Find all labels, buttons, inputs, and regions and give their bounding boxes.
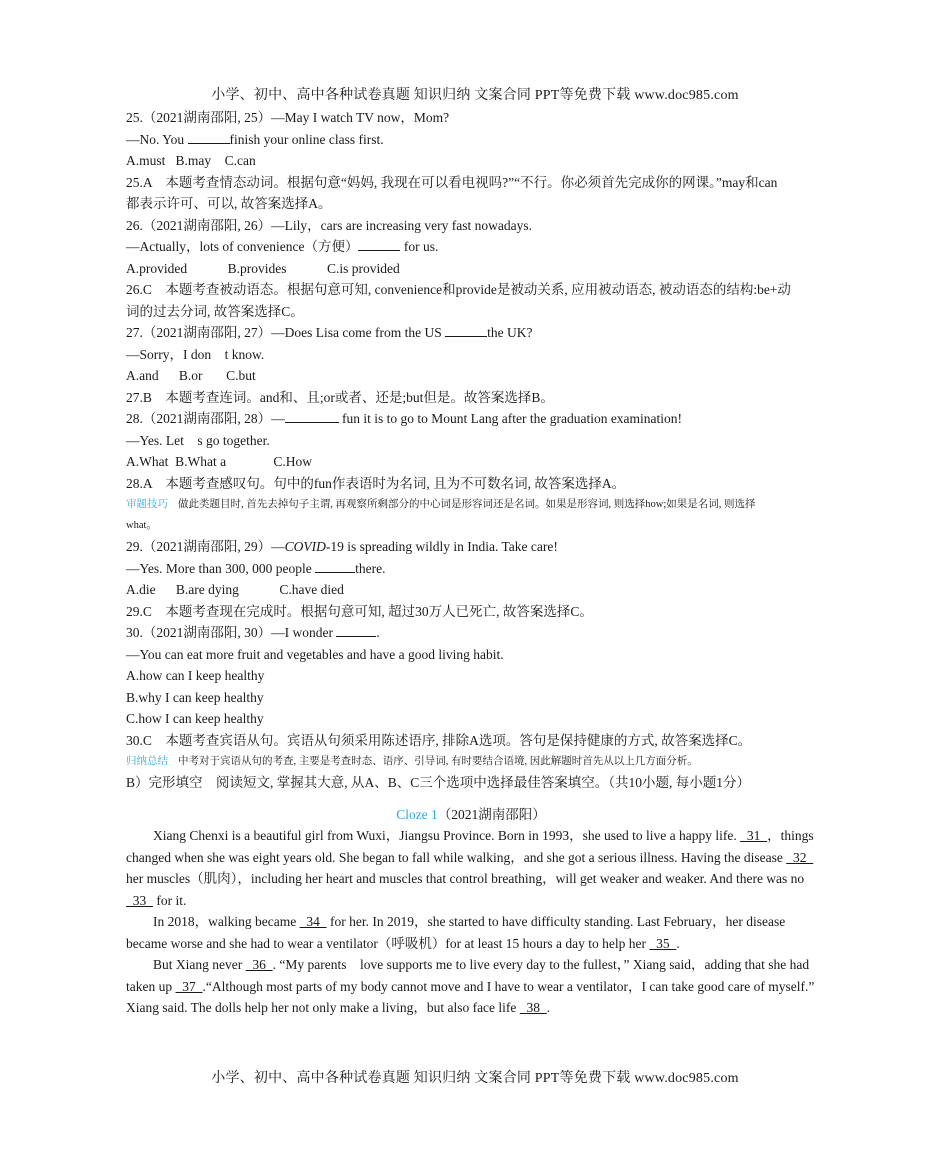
blank-number: 32 xyxy=(786,849,814,865)
question-29-answer: 29.C 本题考查现在完成时。根据句意可知, 超过30万人已死亡, 故答案选择C。 xyxy=(126,603,593,619)
cloze-paragraph-2: In 2018，walking became 34 for her. In 2019，she started to have difficulty standing. Last February，her disease became worse and she had to wear a ventilator（呼吸机）for at least 15 hours a day to help her 35 . xyxy=(126,914,786,951)
question-27-answer: 27.B 本题考查连词。and和、且;or或者、还是;but但是。故答案选择B。 xyxy=(126,389,554,405)
question-30-option-a: A.how can I keep healthy xyxy=(126,668,265,683)
blank-number: 31 xyxy=(740,828,768,843)
question-25-stem: 25.（2021湖南邵阳, 25）—May I watch TV now，Mom? xyxy=(126,110,450,125)
question-29-options: A.die B.are dying C.have died xyxy=(126,582,344,597)
question-26-reply: —Actually，lots of convenience（方便） for us. xyxy=(126,236,816,258)
tip-label: 归纳总结 xyxy=(126,756,168,767)
question-28-tip: 审题技巧 做此类题目时, 首先去掉句子主谓, 再观察所剩部分的中心词是形容词还是名词。如果是形容词, 则选择how;如果是名词, 则选择 xyxy=(126,499,756,510)
question-30-option-c: C.how I can keep healthy xyxy=(126,711,264,726)
question-25-options: A.must B.may C.can xyxy=(126,153,256,168)
section-b-heading: B）完形填空 阅读短文, 掌握其大意, 从A、B、C三个选项中选择最佳答案填空。（共10小题, 每小题1分） xyxy=(126,775,751,790)
question-28-options: A.What B.What a C.How xyxy=(126,454,312,469)
question-26-answer: 26.C 本题考查被动语态。根据句意可知, convenience和provide是被动关系, 应用被动语态, 被动语态的结构:be+动 xyxy=(126,282,791,297)
blank-number: 36 xyxy=(245,957,273,972)
answer-blank xyxy=(188,129,230,144)
answer-blank xyxy=(358,236,400,251)
tip-label: 审题技巧 xyxy=(126,499,168,510)
question-25-answer-cont: 都表示许可、可以, 故答案选择A。 xyxy=(126,196,332,211)
blank-number: 37 xyxy=(175,978,203,994)
question-25-answer: 25.A 本题考查情态动词。根据句意“妈妈, 我现在可以看电视吗?”“不行。你必须首先完成你的网课。”may和can xyxy=(126,174,778,190)
question-30-tip: 归纳总结 中考对于宾语从句的考查, 主要是考查时态、语序、引导词, 有时要结合语境, 因此解题时首先从以上几方面分析。 xyxy=(126,756,698,767)
cloze-paragraph-3: But Xiang never 36 . “My parents love supports me to live every day to the fullest，” Xiang said，adding that she had taken up 37 .“Although most parts of my body cannot move and I have to wear a ventilator，I can take good care of myself.” Xiang said. The dolls help her not only make a living，but also face life 38 . xyxy=(126,957,815,1015)
question-29-reply: —Yes. More than 300, 000 people there. xyxy=(126,558,816,580)
document-body xyxy=(126,107,816,1019)
answer-blank xyxy=(336,622,376,637)
question-27-reply: —Sorry，I don t know. xyxy=(126,346,265,362)
page-footer: 小学、初中、高中各种试卷真题 知识归纳 文案合同 PPT等免费下载 www.doc985.com xyxy=(211,1071,739,1086)
question-30-reply: —You can eat more fruit and vegetables and have a good living habit. xyxy=(126,646,504,662)
question-30-stem: 30.（2021湖南邵阳, 30）—I wonder . xyxy=(126,622,816,644)
question-29-stem: 29.（2021湖南邵阳, 29）—COVID-19 is spreading wildly in India. Take care! xyxy=(126,539,558,554)
question-27-options: A.and B.or C.but xyxy=(126,368,256,383)
cloze-paragraph-1: Xiang Chenxi is a beautiful girl from Wuxi，Jiangsu Province. Born in 1993，she used to live a happy life. 31 ，things changed when she was eight years old. She began to fall while walking，and she got a serious illness. Having the disease 32 her muscles（肌肉），including her heart and muscles that control breathing，will get weaker and weaker. And there was no 33 for it. xyxy=(126,828,814,908)
question-28-reply: —Yes. Let s go together. xyxy=(126,432,270,448)
question-27-stem: 27.（2021湖南邵阳, 27）—Does Lisa come from the US the UK? xyxy=(126,322,816,344)
blank-number: 33 xyxy=(126,892,153,908)
cloze-title: Cloze 1（2021湖南邵阳） xyxy=(396,806,546,822)
question-26-answer-cont: 词的过去分词, 故答案选择C。 xyxy=(126,303,304,319)
question-28-answer: 28.A 本题考查感叹句。句中的fun作表语时为名词, 且为不可数名词, 故答案选择A。 xyxy=(126,475,626,491)
question-26-options: A.provided B.provides C.is provided xyxy=(126,260,400,276)
question-28-tip-cont: what。 xyxy=(126,520,157,531)
question-28-stem: 28.（2021湖南邵阳, 28）— fun it is to go to Mount Lang after the graduation examination! xyxy=(126,408,816,430)
blank-number: 38 xyxy=(519,1000,547,1015)
blank-number: 34 xyxy=(299,914,327,929)
answer-blank xyxy=(315,558,355,573)
question-26-stem: 26.（2021湖南邵阳, 26）—Lily，cars are increasing very fast nowadays. xyxy=(126,217,533,233)
page-header: 小学、初中、高中各种试卷真题 知识归纳 文案合同 PPT等免费下载 www.doc985.com xyxy=(211,88,739,103)
answer-blank xyxy=(445,322,487,337)
question-30-option-b: B.why I can keep healthy xyxy=(126,689,264,705)
cloze-label: Cloze 1 xyxy=(396,806,438,822)
question-25-reply: —No. You finish your online class first. xyxy=(126,129,816,151)
blank-number: 35 xyxy=(649,935,677,951)
answer-blank xyxy=(285,408,339,423)
question-30-answer: 30.C 本题考查宾语从句。宾语从句须采用陈述语序, 排除A选项。答句是保持健康的方式, 故答案选择C。 xyxy=(126,732,752,748)
